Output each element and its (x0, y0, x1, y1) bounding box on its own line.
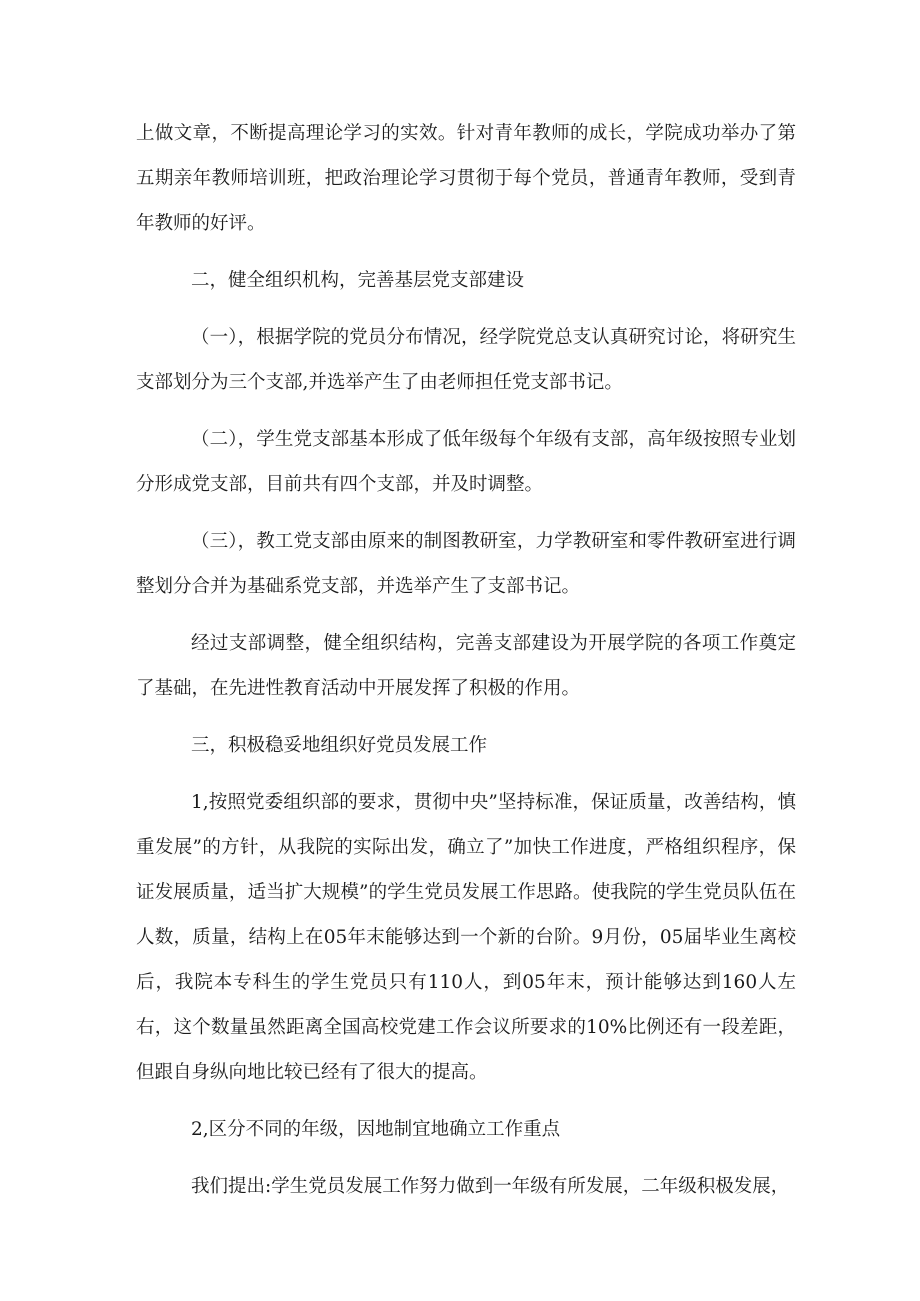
paragraph-summary: 经过支部调整，健全组织结构，完善支部建设为开展学院的各项工作奠定了基础，在先进性教育活动中开展发挥了积极的作用。 (136, 633, 796, 699)
paragraph-trailing: 我们提出:学生党员发展工作努力做到一年级有所发展，二年级积极发展， (191, 1176, 790, 1197)
paragraph-item-1: （一），根据学院的党员分布情况，经学院党总支认真研究讨论，将研究生支部划分为三个支部,并选举产生了由老师担任党支部书记。 (136, 327, 796, 393)
paragraph-continued: 上做文章，不断提高理论学习的实效。针对青年教师的成长，学院成功举办了第五期亲年教师培训班，把政治理论学习贯彻于每个党员，普通青年教师，受到青年教师的好评。 (136, 123, 796, 234)
paragraph-item-3: （三），教工党支部由原来的制图教研室，力学教研室和零件教研室进行调整划分合并为基础系党支部，并选举产生了支部书记。 (136, 531, 796, 597)
paragraph-item-2: （二），学生党支部基本形成了低年级每个年级有支部，高年级按照专业划分形成党支部，目前共有四个支部，并及时调整。 (136, 429, 796, 495)
section-heading-3: 三，积极稳妥地组织好党员发展工作 (191, 735, 488, 756)
paragraph-point-1: 1,按照党委组织部的要求，贯彻中央”坚持标准，保证质量，改善结构，慎重发展”的方针，从我院的实际出发，确立了”加快工作进度，严格组织程序，保证发展质量，适当扩大规模”的学生党员发展工作思路。使我院的学生党员队伍在人数，质量，结构上在05年末能够达到一个新的台阶。9月份，05届毕业生离校后，我院本专科生的学生党员只有110人，到05年末，预计能够达到160人左右，这个数量虽然距离全国高校党建工作会议所要求的10%比例还有一段差距，但跟自身纵向地比较已经有了很大的提高。 (136, 792, 796, 1083)
paragraph-point-2-heading: 2,区分不同的年级，因地制宜地确立工作重点 (191, 1119, 561, 1140)
document-body (136, 111, 796, 1221)
section-heading-2: 二，健全组织机构，完善基层党支部建设 (191, 270, 525, 291)
